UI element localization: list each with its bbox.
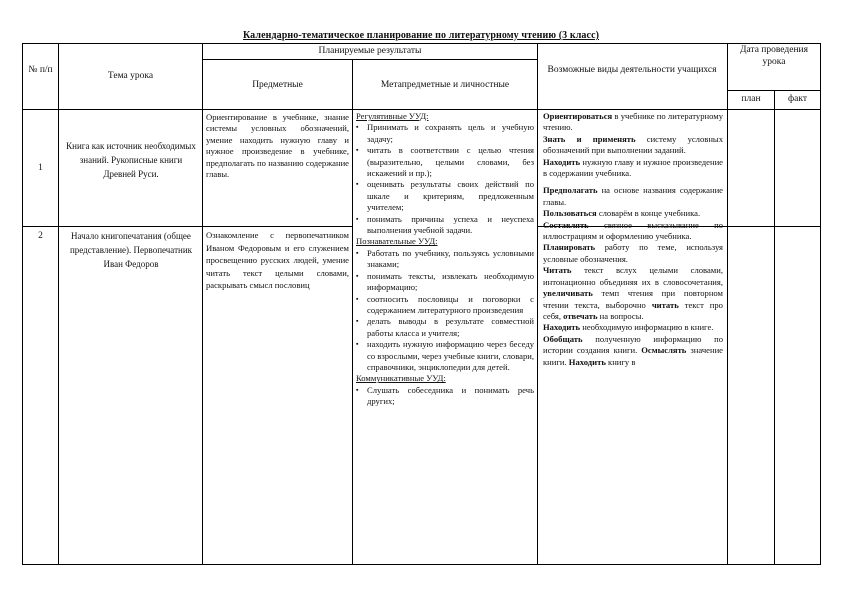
list-item: ▪ соотносить пословицы и поговорки с содержанием литературного произведения	[356, 294, 534, 317]
list-item: ▪ Работать по учебнику, пользуясь условными знаками;	[356, 248, 534, 271]
header-activities: Возможные виды деятельности учащихся	[547, 65, 717, 75]
activities-list	[543, 111, 723, 368]
activity-item: Обобщать полученную информацию по истории создания книги. Осмыслять значение книги. Находить книгу в	[543, 333, 723, 367]
header-date: Дата проведения урока	[739, 45, 808, 67]
communicative-heading: Коммуникативные УУД:	[356, 373, 446, 384]
list-item: ▪ Принимать и сохранять цель и учебную задачу;	[356, 122, 534, 145]
list-item: ▪ находить нужную информацию через беседу со взрослыми, через учебные книги, словари, справочники, энциклопедии для детей.	[356, 339, 534, 373]
row-1-topic: Книга как источник необходимых знаний. Рукописные книги Древней Руси.	[66, 141, 196, 179]
activity-item: Планировать работу по теме, используя условные обозначения.	[543, 242, 723, 264]
activity-item: Находить нужную главу и нужное произведение в содержании учебника.	[543, 156, 723, 179]
header-num: № п/п	[28, 65, 53, 75]
communicative-list	[356, 385, 534, 408]
header-fact: факт	[787, 94, 807, 104]
row-2-subject: Ознакомление с первопечатником Иваном Федоровым и его служением просвещению русских людей, умение читать текст целыми словами, раскрывать смысл пословиц	[206, 230, 349, 290]
activity-item: Составлять связное высказывание по иллюстрациям и оформлению учебника.	[543, 219, 723, 242]
row-2-topic: Начало книгопечатания (общее представление). Первопечатник Иван Федоров	[69, 231, 193, 269]
activity-item: Пользоваться словарём в конце учебника.	[543, 208, 701, 219]
list-item: ▪ Слушать собеседника и понимать речь других;	[356, 385, 534, 408]
row-1-subject: Ориентирование в учебнике, знание системы условных обозначений, умение находить нужную главу и нужное произведение в учебнике, предполагать по названию содержание главы.	[206, 112, 349, 180]
header-plan: план	[741, 94, 761, 104]
activity-item: Ориентироваться в учебнике по литературному чтению.	[543, 111, 723, 133]
meta-results	[356, 111, 534, 408]
activity-item: Знать и применять систему условных обозначений при выполнении заданий.	[543, 133, 723, 156]
activity-item: Читать текст вслух целыми словами, интонационно объединяя их в словосочетания, увеличивать темп чтения при повторном чтении текста, выборочно читать текст про себя, отвечать на вопросы.	[543, 265, 723, 321]
regulative-list	[356, 122, 534, 236]
list-item: ▪ понимать тексты, извлекать необходимую информацию;	[356, 271, 534, 294]
header-meta: Метапредметные и личностные	[380, 80, 510, 90]
cognitive-list	[356, 248, 534, 271]
header-topic: Тема урока	[107, 71, 154, 81]
row-1-num: 1	[38, 163, 43, 173]
regulative-heading: Регулятивные УУД:	[356, 111, 429, 121]
list-item: ▪ понимать причины успеха и неуспеха выполнения учебной задачи.	[356, 214, 534, 237]
header-subject: Предметные	[252, 80, 303, 90]
list-item: ▪ читать в соответствии с целью чтения (выразительно, целыми словами, без искажений и пр.);	[356, 145, 534, 179]
activity-item: Находить необходимую информацию в книге.	[543, 322, 714, 333]
cognitive-list-continued	[356, 271, 534, 374]
row-2-num: 2	[38, 231, 43, 241]
activity-item: Предполагать на основе названия содержание главы.	[543, 185, 723, 207]
header-planned-results: Планируемые результаты	[318, 46, 422, 56]
list-item: ▪ делать выводы в результате совместной работы класса и учителя;	[356, 316, 534, 339]
list-item: ▪ оценивать результаты своих действий по шкале и критериям, предложенным учителем;	[356, 179, 534, 213]
cognitive-heading: Познавательные УУД:	[356, 236, 438, 247]
document-title: Календарно-тематическое планирование по литературному чтению (3 класс)	[242, 30, 600, 41]
